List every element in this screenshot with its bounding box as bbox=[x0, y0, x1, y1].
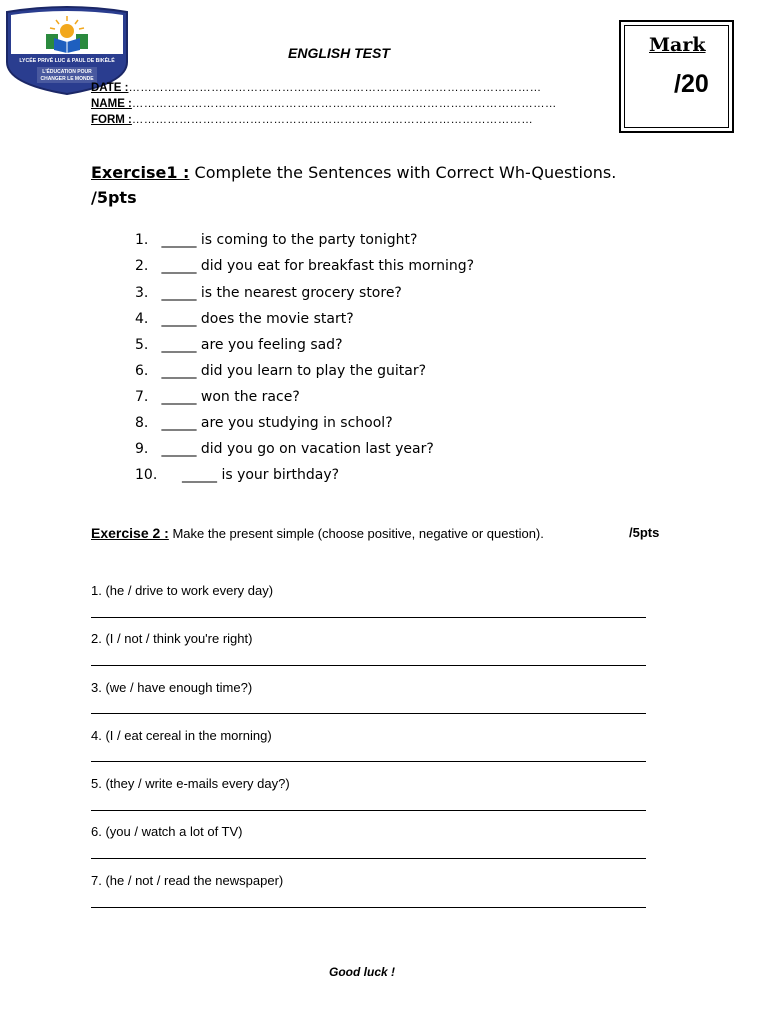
mark-score: /20 bbox=[674, 70, 709, 98]
question-text: _____ are you feeling sad? bbox=[161, 337, 343, 353]
question-number: 5. bbox=[135, 337, 149, 353]
exercise1-heading bbox=[91, 163, 616, 182]
exercise2-heading bbox=[91, 525, 544, 541]
logo-motto-line1: L'ÉDUCATION POUR bbox=[42, 69, 92, 75]
exercise2-title: Exercise 2 : bbox=[91, 525, 169, 541]
mark-box bbox=[619, 20, 734, 133]
question-number: 10. bbox=[135, 467, 158, 483]
exercise2-instruction: Make the present simple (choose positive, negative or question). bbox=[168, 526, 544, 541]
question-text: _____ is your birthday? bbox=[182, 467, 340, 483]
question-number: 8. bbox=[135, 415, 149, 431]
test-title: ENGLISH TEST bbox=[288, 45, 390, 61]
exercise1-points: /5pts bbox=[91, 188, 137, 207]
form-field[interactable] bbox=[91, 114, 533, 127]
question-item bbox=[135, 441, 434, 457]
answer-line[interactable] bbox=[91, 761, 646, 762]
form-label: FORM : bbox=[91, 114, 132, 126]
exercise2-prompt: 4. (I / eat cereal in the morning) bbox=[91, 728, 272, 743]
question-text: _____ won the race? bbox=[161, 389, 300, 405]
name-dots: ……………………………………………………………………………………………… bbox=[131, 98, 557, 110]
exercise1-instruction: Complete the Sentences with Correct Wh-Questions. bbox=[189, 163, 617, 182]
footer-message: Good luck ! bbox=[329, 965, 395, 979]
date-dots: …………………………………………………………………………………………… bbox=[128, 82, 542, 94]
question-text: _____ is the nearest grocery store? bbox=[161, 285, 402, 301]
name-label: NAME : bbox=[91, 98, 132, 110]
answer-line[interactable] bbox=[91, 617, 646, 618]
question-number: 7. bbox=[135, 389, 149, 405]
exercise2-prompt: 3. (we / have enough time?) bbox=[91, 680, 253, 695]
date-field[interactable] bbox=[91, 82, 541, 95]
form-dots: ………………………………………………………………………………………… bbox=[131, 114, 534, 126]
logo-motto-line2: CHANGER LE MONDE bbox=[40, 76, 94, 82]
question-number: 9. bbox=[135, 441, 149, 457]
question-number: 1. bbox=[135, 232, 149, 248]
question-text: _____ are you studying in school? bbox=[161, 415, 393, 431]
question-number: 3. bbox=[135, 285, 149, 301]
exercise2-prompt: 1. (he / drive to work every day) bbox=[91, 583, 274, 598]
name-field[interactable] bbox=[91, 98, 557, 111]
exercise2-prompt: 5. (they / write e-mails every day?) bbox=[91, 776, 290, 791]
exercise1-title: Exercise1 : bbox=[91, 163, 190, 182]
answer-line[interactable] bbox=[91, 665, 646, 666]
question-item bbox=[135, 415, 393, 431]
exercise2-prompt: 7. (he / not / read the newspaper) bbox=[91, 873, 284, 888]
question-text: _____ did you learn to play the guitar? bbox=[161, 363, 427, 379]
answer-line[interactable] bbox=[91, 858, 646, 859]
question-number: 4. bbox=[135, 311, 149, 327]
question-item bbox=[135, 389, 300, 405]
question-item bbox=[135, 467, 339, 483]
question-item bbox=[135, 363, 426, 379]
exercise2-prompt: 6. (you / watch a lot of TV) bbox=[91, 824, 243, 839]
question-text: _____ does the movie start? bbox=[161, 311, 354, 327]
question-item bbox=[135, 258, 474, 274]
question-text: _____ did you eat for breakfast this morning? bbox=[161, 258, 475, 274]
answer-line[interactable] bbox=[91, 713, 646, 714]
question-text: _____ did you go on vacation last year? bbox=[161, 441, 434, 457]
date-label: DATE : bbox=[91, 82, 129, 94]
question-number: 2. bbox=[135, 258, 149, 274]
question-item bbox=[135, 337, 343, 353]
answer-line[interactable] bbox=[91, 907, 646, 908]
question-number: 6. bbox=[135, 363, 149, 379]
question-item bbox=[135, 232, 417, 248]
exercise2-prompt: 2. (I / not / think you're right) bbox=[91, 631, 253, 646]
question-item bbox=[135, 311, 354, 327]
exercise2-points: /5pts bbox=[629, 525, 660, 540]
answer-line[interactable] bbox=[91, 810, 646, 811]
logo-school-name: LYCÉE PRIVÉ LUC & PAUL DE BIKÉLÉ bbox=[19, 58, 115, 64]
question-text: _____ is coming to the party tonight? bbox=[161, 232, 418, 248]
question-item bbox=[135, 285, 402, 301]
mark-label: Mark bbox=[649, 34, 706, 56]
